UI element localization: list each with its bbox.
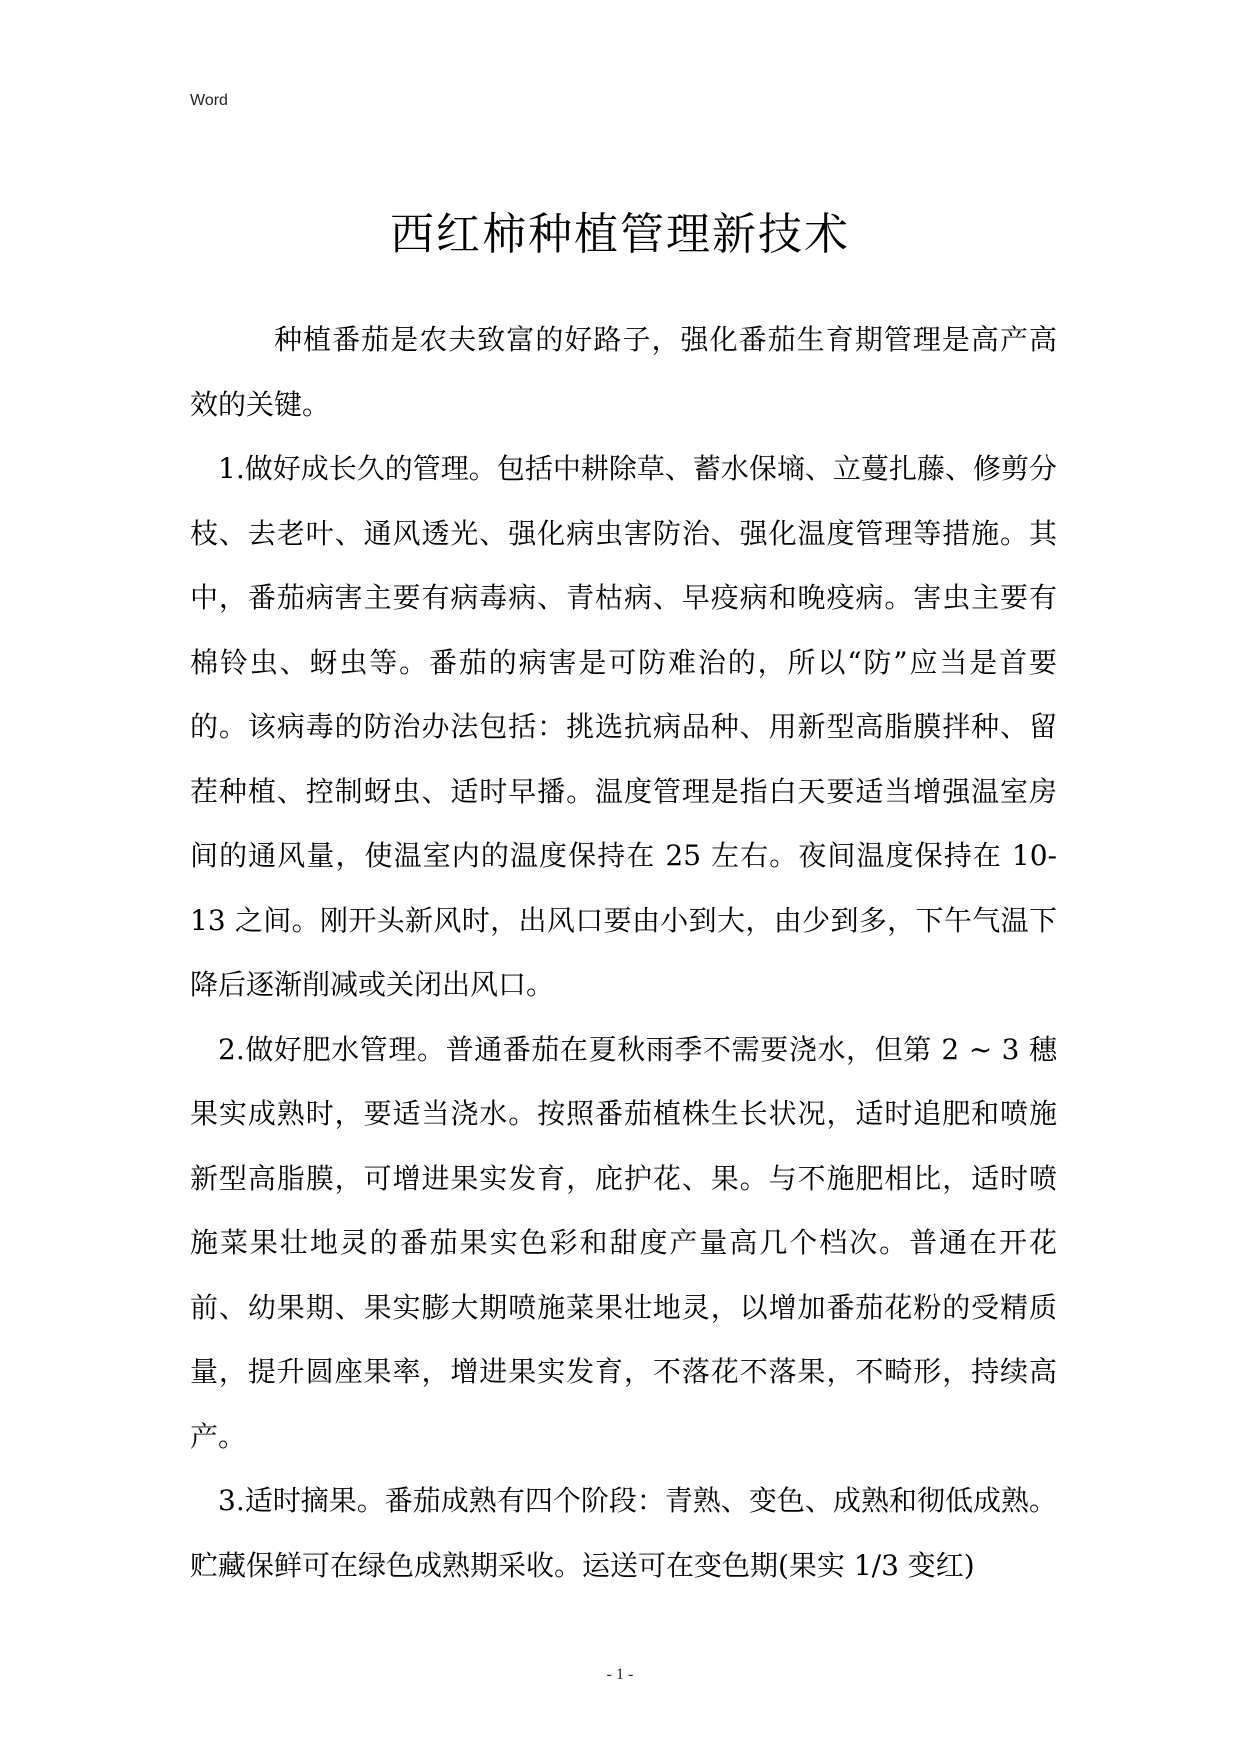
header-label: Word: [190, 92, 228, 109]
paragraph-item-3: 3.适时摘果。番茄成熟有四个阶段：青熟、变色、成熟和彻低成熟。贮藏保鲜可在绿色成熟期采收。运送可在变色期(果实 1/3 变红): [190, 1484, 1057, 1582]
document-body: [190, 308, 1057, 1598]
paragraph-item-2: 2.做好肥水管理。普通番茄在夏秋雨季不需要浇水，但第 2 ~ 3 穗果实成熟时，要适当浇水。按照番茄植株生长状况，适时追肥和喷施新型高脂膜，可增进果实发育，庇护花、果。与不施肥相比，适时喷施菜果壮地灵的番茄果实色彩和甜度产量高几个档次。普通在开花前、幼果期、果实膨大期喷施菜果壮地灵，以增加番茄花粉的受精质量，提升圆座果率，增进果实发育，不落花不落果，不畸形，持续高产。: [190, 1032, 1057, 1453]
paragraph-intro: 种植番茄是农夫致富的好路子，强化番茄生育期管理是高产高效的关键。: [190, 323, 1057, 421]
page-number: - 1 -: [606, 1666, 634, 1683]
paragraph-item-1: 1.做好成长久的管理。包括中耕除草、蓄水保墒、立蔓扎藤、修剪分枝、去老叶、通风透光、强化病虫害防治、强化温度管理等措施。其中，番茄病害主要有病毒病、青枯病、早疫病和晚疫病。害虫主要有棉铃虫、蚜虫等。番茄的病害是可防难治的，所以“防”应当是首要的。该病毒的防治办法包括：挑选抗病品种、用新型高脂膜拌种、留茬种植、控制蚜虫、适时早播。温度管理是指白天要适当增强温室房间的通风量，使温室内的温度保持在 25 左右。夜间温度保持在 10-13 之间。刚开头新风时，出风口要由小到大，由少到多，下午气温下降后逐渐削减或关闭出风口。: [190, 452, 1057, 1001]
document-title: 西红柿种植管理新技术: [390, 209, 850, 260]
